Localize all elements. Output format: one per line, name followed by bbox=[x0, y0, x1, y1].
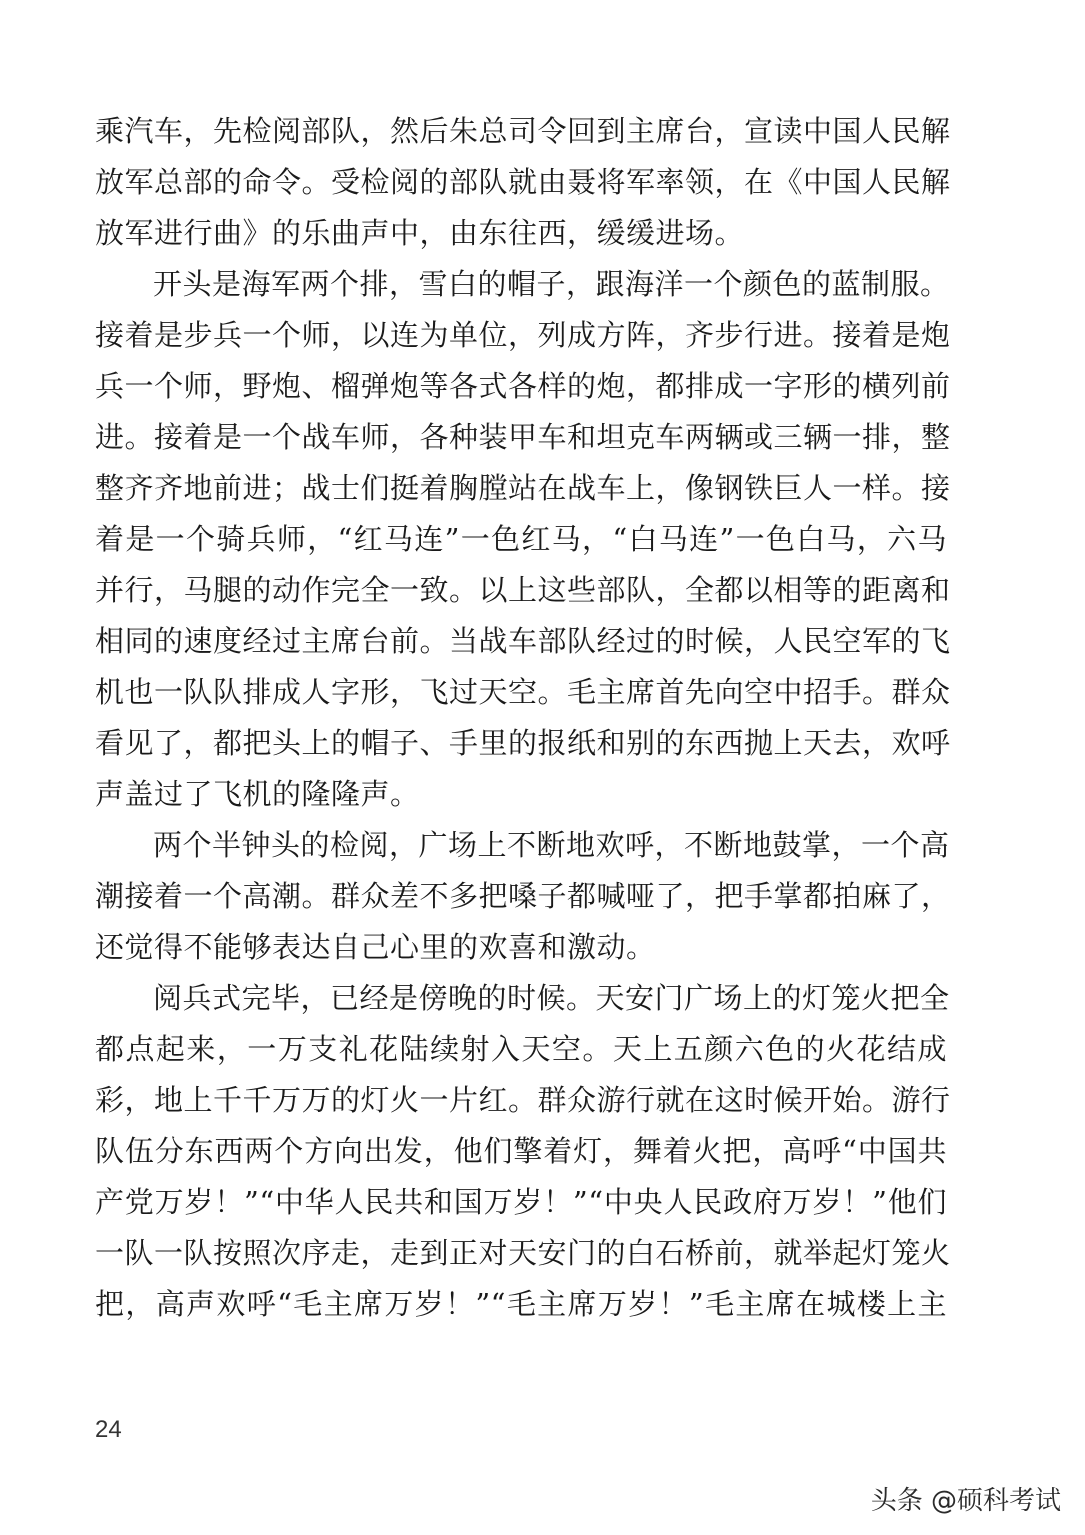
text-line: 产党万岁！”“中华人民共和国万岁！”“中央人民政府万岁！”他们 bbox=[95, 1185, 947, 1219]
text-line: 潮接着一个高潮。群众差不多把嗓子都喊哑了，把手掌都拍麻了， bbox=[95, 879, 951, 913]
text-line: 放军总部的命令。受检阅的部队就由聂将军率领，在《中国人民解 bbox=[95, 165, 951, 199]
body-text bbox=[95, 106, 951, 1330]
text-line: 机也一队队排成人字形，飞过天空。毛主席首先向空中招手。群众 bbox=[95, 675, 951, 709]
text-line: 兵一个师，野炮、榴弹炮等各式各样的炮，都排成一字形的横列前 bbox=[95, 369, 951, 403]
text-line: 两个半钟头的检阅，广场上不断地欢呼，不断地鼓掌，一个高 bbox=[153, 828, 950, 862]
text-line: 着是一个骑兵师，“红马连”一色红马，“白马连”一色白马，六马 bbox=[95, 522, 947, 556]
text-line: 整齐齐地前进；战士们挺着胸膛站在战车上，像钢铁巨人一样。接 bbox=[95, 471, 951, 505]
text-line: 乘汽车，先检阅部队，然后朱总司令回到主席台，宣读中国人民解 bbox=[95, 114, 951, 148]
text-line: 彩，地上千千万万的灯火一片红。群众游行就在这时候开始。游行 bbox=[95, 1083, 951, 1117]
text-line: 阅兵式完毕，已经是傍晚的时候。天安门广场上的灯笼火把全 bbox=[153, 981, 950, 1015]
text-line: 还觉得不能够表达自己心里的欢喜和激动。 bbox=[95, 930, 656, 964]
text-line: 放军进行曲》的乐曲声中，由东往西，缓缓进场。 bbox=[95, 216, 745, 250]
text-line: 一队一队按照次序走，走到正对天安门的白石桥前，就举起灯笼火 bbox=[95, 1236, 951, 1270]
page-number: 24 bbox=[95, 1416, 122, 1443]
text-line: 都点起来，一万支礼花陆续射入天空。天上五颜六色的火花结成 bbox=[95, 1032, 947, 1066]
text-line: 接着是步兵一个师，以连为单位，列成方阵，齐步行进。接着是炮 bbox=[95, 318, 951, 352]
text-line: 看见了，都把头上的帽子、手里的报纸和别的东西抛上天去，欢呼 bbox=[95, 726, 951, 760]
text-line: 把，高声欢呼“毛主席万岁！”“毛主席万岁！”毛主席在城楼上主 bbox=[95, 1287, 947, 1321]
text-line: 队伍分东西两个方向出发，他们擎着灯，舞着火把，高呼“中国共 bbox=[95, 1134, 947, 1168]
text-line: 进。接着是一个战车师，各种装甲车和坦克车两辆或三辆一排，整 bbox=[95, 420, 951, 454]
text-line: 声盖过了飞机的隆隆声。 bbox=[95, 777, 420, 811]
text-line: 开头是海军两个排，雪白的帽子，跟海洋一个颜色的蓝制服。 bbox=[153, 267, 950, 301]
text-line: 并行，马腿的动作完全一致。以上这些部队，全都以相等的距离和 bbox=[95, 573, 951, 607]
text-line: 相同的速度经过主席台前。当战车部队经过的时候，人民空军的飞 bbox=[95, 624, 951, 658]
watermark: 头条 @硕科考试 bbox=[870, 1486, 1061, 1516]
